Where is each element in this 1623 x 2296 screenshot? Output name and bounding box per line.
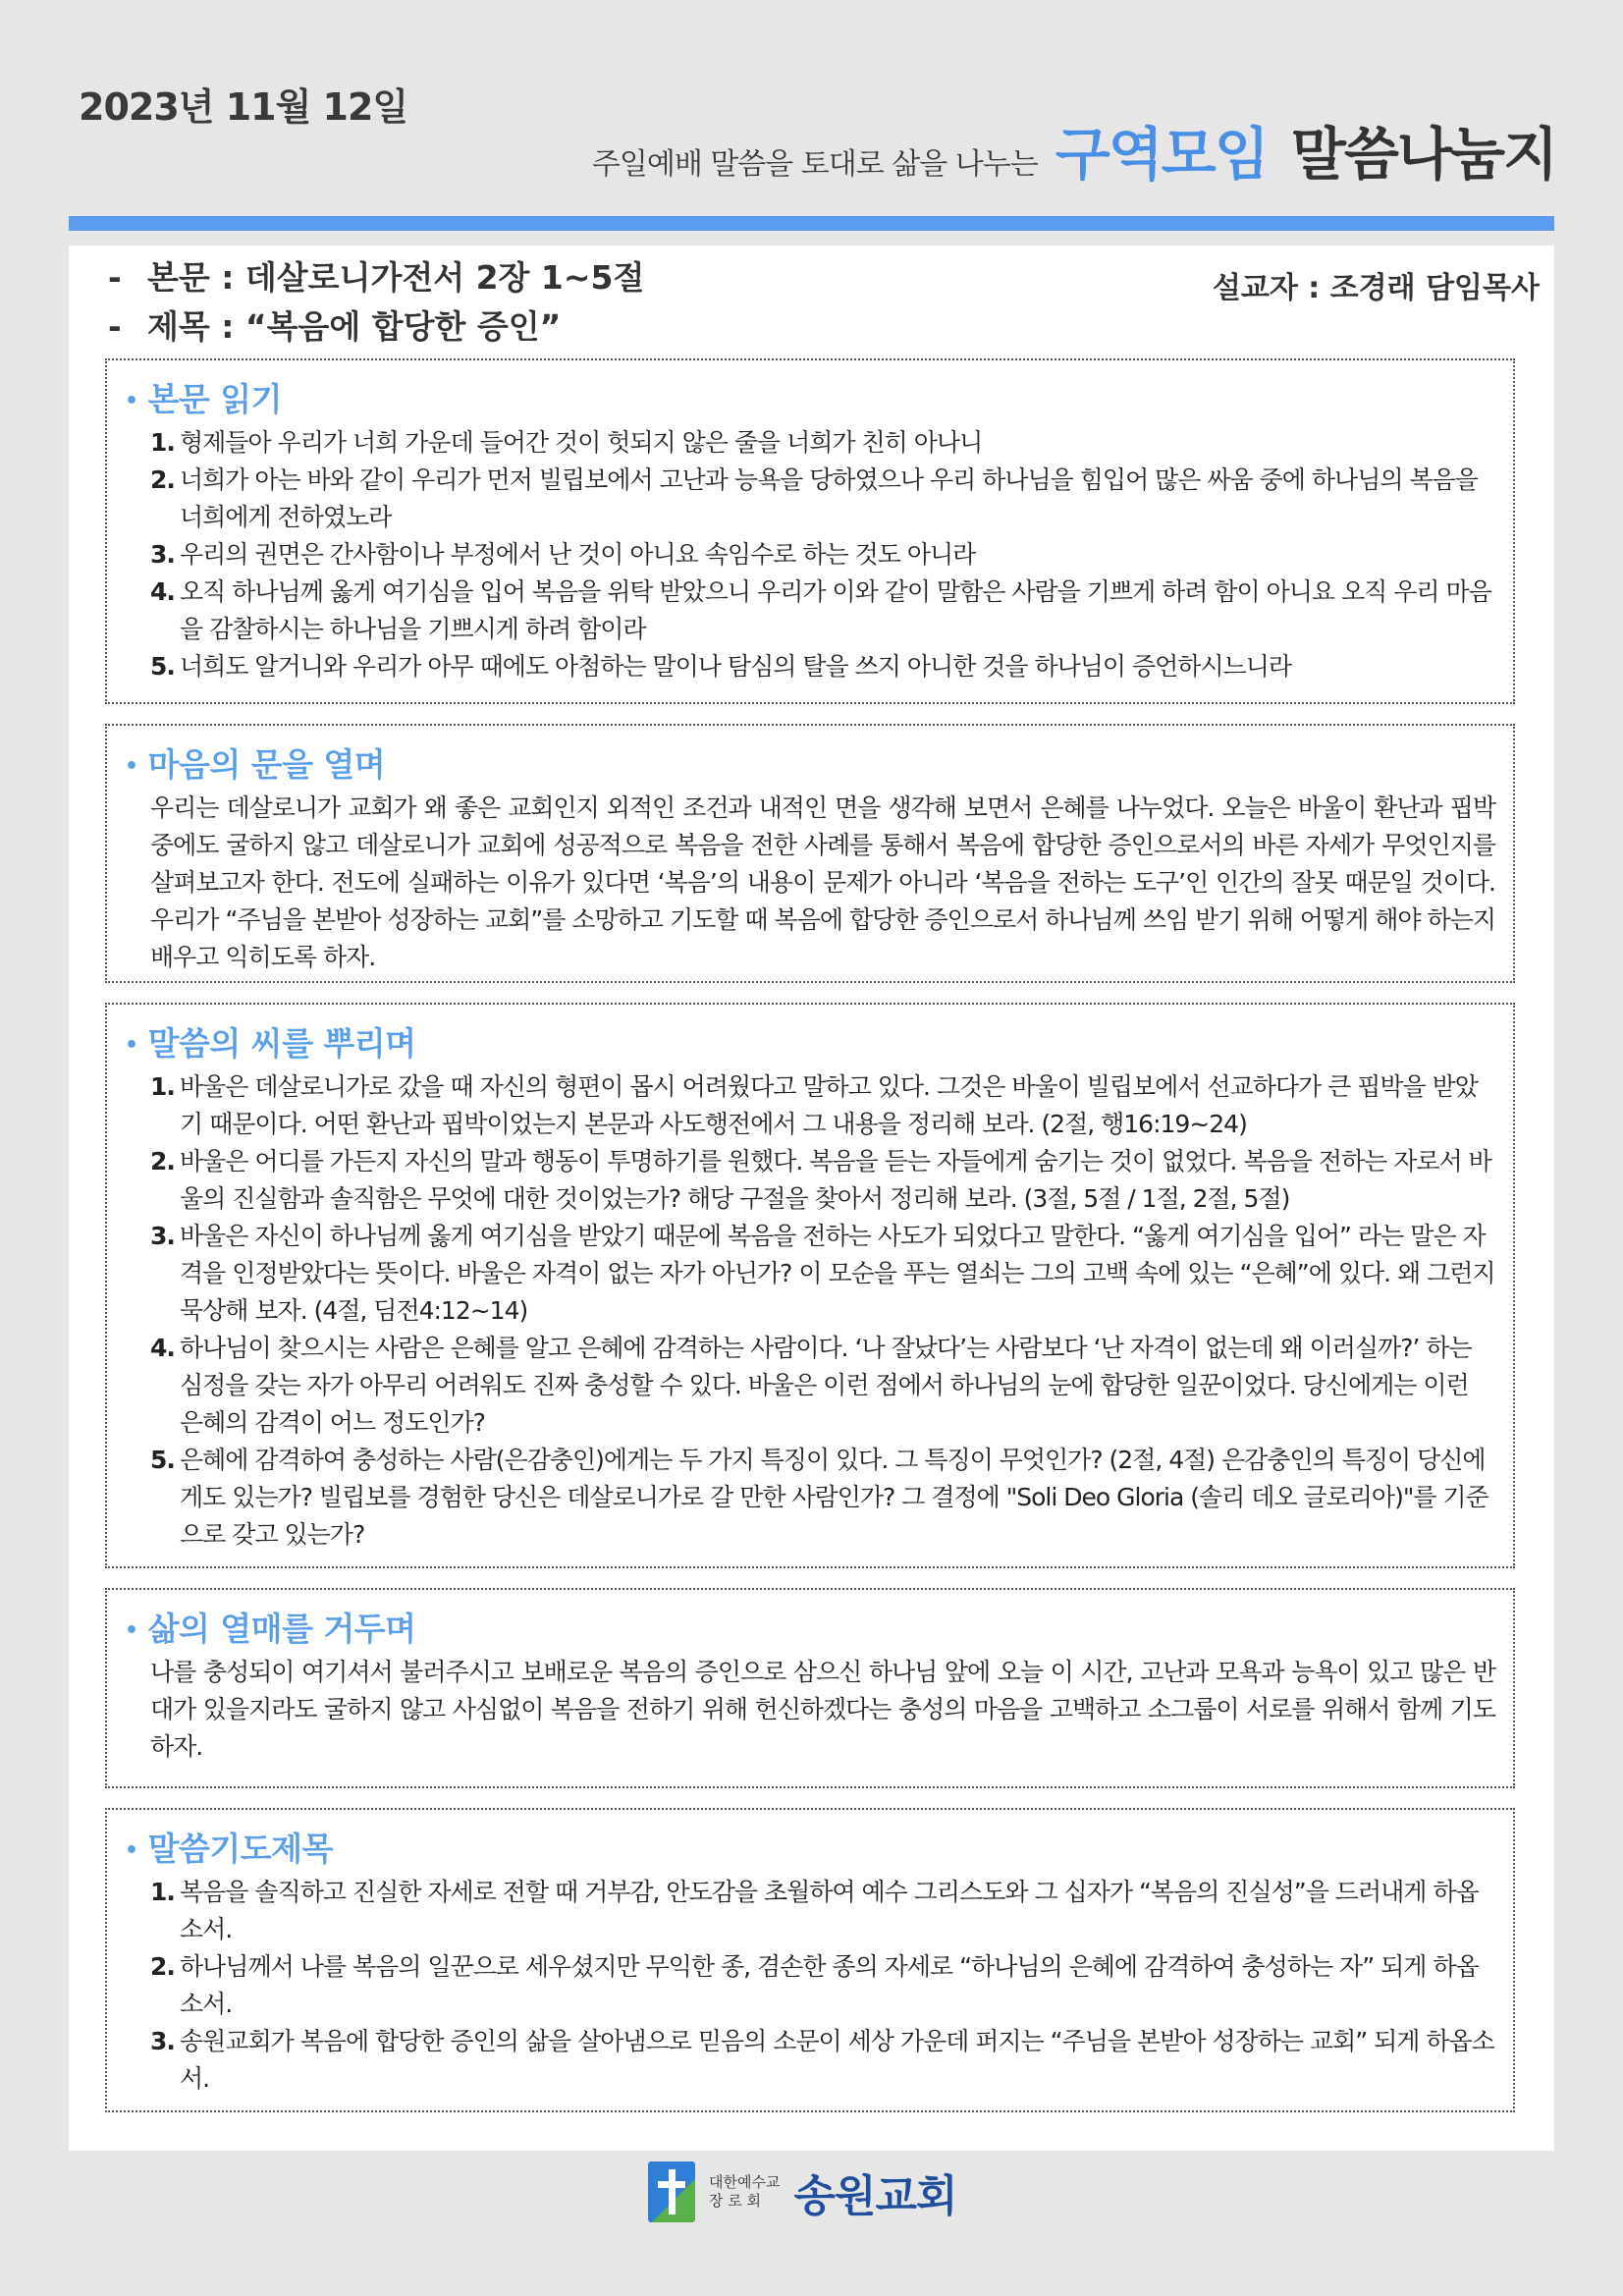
bullet-icon: •	[125, 1838, 138, 1863]
item-text: 바울은 자신이 하나님께 옳게 여기심을 받았기 때문에 복음을 전하는 사도가 되었다고 말한다. “옳게 여기심을 입어” 라는 말은 자격을 인정받았다는 뜻이다. 바울은 자격이 없는 자가 아닌가? 이 모순을 푸는 열쇠는 그의 고백 속에 있는 “은혜”에 있다. 왜 그런지 묵상해 보자. (4절, 딤전4:12~14)	[180, 1222, 1495, 1325]
prayer-list	[125, 1874, 1495, 2098]
sermon-title: 제목 : “복음에 합당한 증인”	[147, 307, 562, 346]
section-fruit	[105, 1588, 1515, 1788]
church-logo	[648, 2160, 956, 2223]
open-heart-text: 우리는 데살로니가 교회가 왜 좋은 교회인지 외적인 조건과 내적인 면을 생각해 보면서 은혜를 나누었다. 오늘은 바울이 환난과 핍박 중에도 굴하지 않고 데살로니가 교회에 성공적으로 복음을 전한 사례를 통해서 복음에 합당한 증인으로서의 바른 자세가 무엇인지를 살펴보고자 한다. 전도에 실패하는 이유가 있다면 ‘복음’의 내용이 문제가 아니라 ‘복음을 전하는 도구’인 인간의 잘못 때문일 것이다. 우리가 “주님을 본받아 성장하는 교회”를 소망하고 기도할 때 복음에 합당한 증인으로서 하나님께 쓰임 받기 위해 어떻게 해야 하는지 배우고 익히도록 하자.	[150, 793, 1495, 971]
section-prayer-title: 말씀기도제목	[147, 1830, 333, 1868]
list-item	[125, 1218, 1495, 1330]
denomination-line1: 대한예수교	[709, 2173, 781, 2191]
item-text: 오직 하나님께 옳게 여기심을 입어 복음을 위탁 받았으니 우리가 이와 같이 말함은 사람을 기쁘게 하려 함이 아니요 오직 우리 마음을 감찰하시는 하나님을 기쁘시게 하려 함이라	[180, 577, 1491, 643]
bullet-icon: •	[125, 1618, 138, 1643]
fruit-text: 나를 충성되이 여기셔서 불러주시고 보배로운 복음의 증인으로 삼으신 하나님 앞에 오늘 이 시간, 고난과 모욕과 능욕이 있고 많은 반대가 있을지라도 굴하지 않고 사심없이 복음을 전하기 위해 헌신하겠다는 충성의 마음을 고백하고 소그룹이 서로를 위해서 함께 기도하자.	[150, 1658, 1495, 1761]
reading-list	[125, 424, 1495, 685]
item-text: 복음을 솔직하고 진실한 자세로 전할 때 거부감, 안도감을 초월하여 예수 그리스도와 그 십자가 “복음의 진실성”을 드러내게 하옵소서.	[180, 1878, 1479, 1943]
list-item	[125, 1442, 1495, 1554]
section-open-heart-heading	[125, 739, 1495, 786]
item-number: 2.	[150, 465, 175, 494]
title-accent: 구역모임	[1055, 121, 1268, 188]
bullet-icon: •	[125, 389, 138, 413]
title-subtitle: 주일예배 말씀을 토대로 삶을 나누는	[591, 147, 1038, 182]
section-reading-heading	[125, 374, 1495, 420]
section-seeds	[105, 1003, 1515, 1568]
section-fruit-heading	[125, 1604, 1495, 1650]
denomination	[709, 2173, 780, 2211]
item-number: 1.	[150, 1072, 175, 1101]
item-number: 2.	[150, 1147, 175, 1175]
list-item	[125, 1143, 1495, 1218]
list-item	[125, 1948, 1495, 2023]
item-text: 너희도 알거니와 우리가 아무 때에도 아첨하는 말이나 탐심의 탈을 쓰지 아니한 것을 하나님이 증언하시느니라	[180, 652, 1292, 681]
denomination-line2: 장 로 회	[709, 2192, 762, 2210]
cross-icon	[648, 2161, 695, 2222]
item-number: 4.	[150, 577, 175, 606]
list-item	[125, 648, 1495, 685]
list-item	[125, 424, 1495, 462]
list-item	[125, 462, 1495, 536]
header-divider	[69, 216, 1554, 231]
section-prayer-heading	[125, 1824, 1495, 1870]
item-number: 4.	[150, 1334, 175, 1362]
section-open-heart-title: 마음의 문을 열며	[147, 745, 386, 784]
list-item	[125, 536, 1495, 574]
item-number: 1.	[150, 428, 175, 457]
item-number: 3.	[150, 2027, 175, 2055]
list-item	[125, 1874, 1495, 1948]
section-fruit-title: 삶의 열매를 거두며	[147, 1610, 416, 1648]
item-text: 너희가 아는 바와 같이 우리가 먼저 빌립보에서 고난과 능욕을 당하였으나 우리 하나님을 힘입어 많은 싸움 중에 하나님의 복음을 너희에게 전하였노라	[180, 465, 1478, 531]
section-open-heart	[105, 724, 1515, 983]
item-number: 2.	[150, 1952, 175, 1981]
scripture-reference: 본문 : 데살로니가전서 2장 1~5절	[147, 258, 645, 297]
section-seeds-heading	[125, 1018, 1495, 1065]
page-title	[592, 108, 1556, 191]
church-name: 송원교회	[793, 2171, 957, 2221]
section-reading	[105, 358, 1515, 704]
item-text: 은혜에 감격하여 충성하는 사람(은감충인)에게는 두 가지 특징이 있다. 그 특징이 무엇인가? (2절, 4절) 은감충인의 특징이 당신에게도 있는가? 빌립보를 경험한 당신은 데살로니가로 갈 만한 사람인가? 그 결정에 "Soli Deo Gloria (솔리 데오 글로리아)"를 기준으로 갖고 있는가?	[180, 1446, 1488, 1549]
section-reading-title: 본문 읽기	[147, 380, 283, 418]
item-text: 바울은 데살로니가로 갔을 때 자신의 형편이 몹시 어려웠다고 말하고 있다. 그것은 바울이 빌립보에서 선교하다가 큰 핍박을 받았기 때문이다. 어떤 환난과 핍박이었는지 본문과 사도행전에서 그 내용을 정리해 보라. (2절, 행16:19~24)	[180, 1072, 1478, 1138]
list-item	[125, 2023, 1495, 2098]
item-text: 송원교회가 복음에 합당한 증인의 삶을 살아냄으로 믿음의 소문이 세상 가운데 퍼지는 “주님을 본받아 성장하는 교회” 되게 하옵소서.	[180, 2027, 1494, 2093]
bulletin-date: 2023년 11월 12일	[79, 85, 408, 129]
item-number: 3.	[150, 1222, 175, 1250]
preacher-name: 설교자 : 조경래 담임목사	[1212, 271, 1540, 305]
item-number: 1.	[150, 1878, 175, 1906]
item-number: 5.	[150, 1446, 175, 1474]
item-text: 형제들아 우리가 너희 가운데 들어간 것이 헛되지 않은 줄을 너희가 친히 아나니	[180, 428, 983, 457]
item-text: 바울은 어디를 가든지 자신의 말과 행동이 투명하기를 원했다. 복음을 듣는 자들에게 숨기는 것이 없었다. 복음을 전하는 자로서 바울의 진실함과 솔직함은 무엇에 대한 것이었는가? 해당 구절을 찾아서 정리해 보라. (3절, 5절 / 1절, 2절, 5절)	[180, 1147, 1491, 1213]
item-number: 5.	[150, 652, 175, 681]
title-main: 말씀나눔지	[1290, 121, 1556, 188]
list-item	[125, 574, 1495, 648]
section-prayer	[105, 1808, 1515, 2112]
bullet-icon: •	[125, 1033, 138, 1058]
item-text: 우리의 권면은 간사함이나 부정에서 난 것이 아니요 속임수로 하는 것도 아니라	[180, 540, 976, 569]
list-item	[125, 1330, 1495, 1442]
item-number: 3.	[150, 540, 175, 569]
seeds-list	[125, 1068, 1495, 1554]
item-text: 하나님이 찾으시는 사람은 은혜를 알고 은혜에 감격하는 사람이다. ‘나 잘났다’는 사람보다 ‘난 자격이 없는데 왜 이러실까?’ 하는 심정을 갖는 자가 아무리 어려워도 진짜 충성할 수 있다. 바울은 이런 점에서 하나님의 눈에 합당한 일꾼이었다. 당신에게는 이런 은혜의 감격이 어느 정도인가?	[180, 1334, 1472, 1437]
section-seeds-title: 말씀의 씨를 뿌리며	[147, 1024, 416, 1063]
list-item	[125, 1068, 1495, 1143]
bullet-icon: •	[125, 754, 138, 779]
sermon-meta: - 본문 : 데살로니가전서 2장 1~5절 - 제목 : “복음에 합당한 증인”	[108, 258, 645, 346]
item-text: 하나님께서 나를 복음의 일꾼으로 세우셨지만 무익한 종, 겸손한 종의 자세로 “하나님의 은혜에 감격하여 충성하는 자” 되게 하옵소서.	[180, 1952, 1479, 2018]
